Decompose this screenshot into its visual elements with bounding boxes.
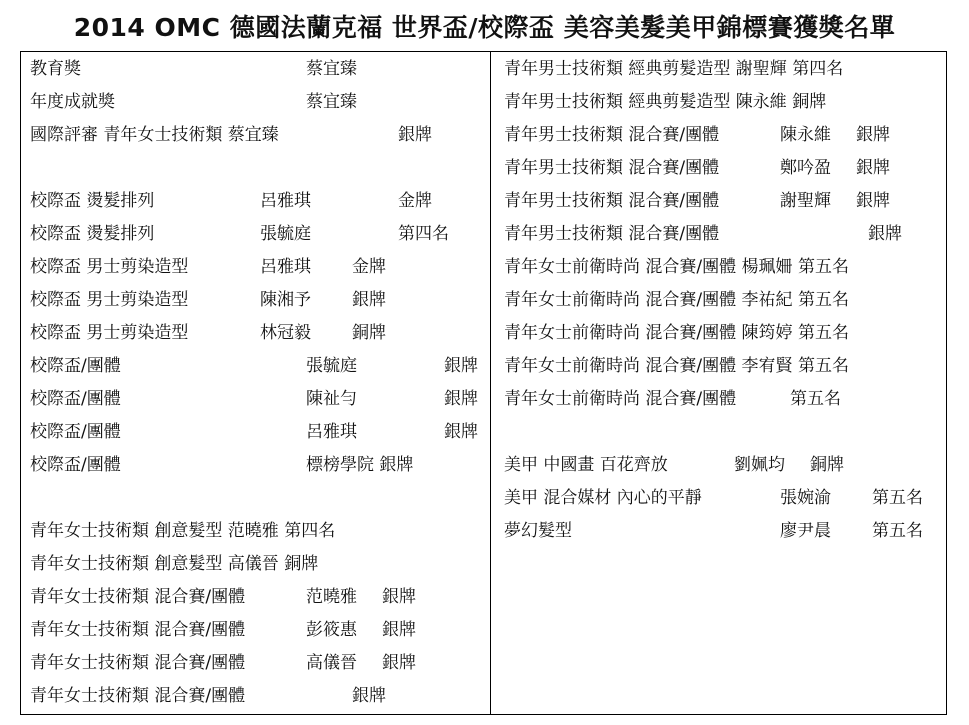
table-cell: 青年女士技術類 混合賽/團體 xyxy=(30,620,246,640)
table-cell: 銀牌 xyxy=(444,356,478,376)
table-cell: 呂雅琪 xyxy=(306,422,357,442)
table-cell: 陳湘予 xyxy=(260,290,311,310)
page-title: 2014 OMC 德國法蘭克福 世界盃/校際盃 美容美髮美甲錦標賽獲獎名單 xyxy=(73,13,896,42)
table-cell: 陳永維 xyxy=(780,125,831,145)
table-cell: 張毓庭 xyxy=(306,356,357,376)
table-cell: 銀牌 xyxy=(352,686,386,706)
table-cell: 銀牌 xyxy=(352,290,386,310)
table-cell: 教育獎 xyxy=(30,59,81,79)
table-cell: 第五名 xyxy=(790,389,841,409)
table-cell: 青年女士前衛時尚 混合賽/團體 李宥賢 第五名 xyxy=(504,356,849,376)
table-cell: 第五名 xyxy=(872,488,923,508)
table-cell: 銀牌 xyxy=(444,422,478,442)
table-cell: 銀牌 xyxy=(856,125,890,145)
table-cell: 銀牌 xyxy=(868,224,902,244)
table-cell: 校際盃 燙髮排列 xyxy=(30,191,155,211)
table-cell: 青年男士技術類 經典剪髮造型 陳永維 銅牌 xyxy=(504,92,827,112)
table-cell: 校際盃/團體 xyxy=(30,422,121,442)
table-cell: 銀牌 xyxy=(382,620,416,640)
table-cell: 美甲 混合媒材 內心的平靜 xyxy=(504,488,702,508)
table-cell: 青年男士技術類 經典剪髮造型 謝聖輝 第四名 xyxy=(504,59,844,79)
table-cell: 青年女士前衛時尚 混合賽/團體 陳筠婷 第五名 xyxy=(504,323,849,343)
table-cell: 銅牌 xyxy=(810,455,844,475)
table-cell: 劉姵均 xyxy=(734,455,785,475)
table-cell: 蔡宜臻 xyxy=(306,59,357,79)
table-cell: 青年男士技術類 混合賽/團體 xyxy=(504,125,720,145)
table-cell: 銀牌 xyxy=(856,158,890,178)
table-cell: 校際盃 男士剪染造型 xyxy=(30,323,189,343)
table-cell: 呂雅琪 xyxy=(260,191,311,211)
table-cell: 高儀晉 xyxy=(306,653,357,673)
table-cell: 銀牌 xyxy=(382,587,416,607)
table-cell: 第四名 xyxy=(398,224,449,244)
table-cell: 國際評審 青年女士技術類 蔡宜臻 xyxy=(30,125,279,145)
table-cell: 青年女士前衛時尚 混合賽/團體 楊珮姍 第五名 xyxy=(504,257,849,277)
table-cell: 校際盃/團體 xyxy=(30,455,121,475)
column-divider xyxy=(490,51,491,715)
table-cell: 青年女士技術類 混合賽/團體 xyxy=(30,653,246,673)
table-cell: 廖尹晨 xyxy=(780,521,831,541)
table-cell: 張毓庭 xyxy=(260,224,311,244)
table-cell: 校際盃 男士剪染造型 xyxy=(30,257,189,277)
table-cell: 銀牌 xyxy=(856,191,890,211)
table-cell: 銀牌 xyxy=(382,653,416,673)
table-cell: 青年女士技術類 創意髮型 范曉雅 第四名 xyxy=(30,521,336,541)
table-cell: 青年男士技術類 混合賽/團體 xyxy=(504,191,720,211)
table-cell: 金牌 xyxy=(398,191,432,211)
table-cell: 蔡宜臻 xyxy=(306,92,357,112)
table-cell: 年度成就獎 xyxy=(30,92,115,112)
table-cell: 校際盃 燙髮排列 xyxy=(30,224,155,244)
table-cell: 青年女士技術類 混合賽/團體 xyxy=(30,587,246,607)
table-cell: 標榜學院 銀牌 xyxy=(306,455,414,475)
table-cell: 青年男士技術類 混合賽/團體 xyxy=(504,158,720,178)
table-cell: 校際盃 男士剪染造型 xyxy=(30,290,189,310)
table-cell: 彭筱惠 xyxy=(306,620,357,640)
table-cell: 陳祉勻 xyxy=(306,389,357,409)
table-cell: 銅牌 xyxy=(352,323,386,343)
table-cell: 校際盃/團體 xyxy=(30,356,121,376)
table-cell: 銀牌 xyxy=(398,125,432,145)
table-cell: 青年女士前衛時尚 混合賽/團體 李祐紀 第五名 xyxy=(504,290,849,310)
table-cell: 鄭吟盈 xyxy=(780,158,831,178)
table-cell: 謝聖輝 xyxy=(780,191,831,211)
table-cell: 青年女士技術類 創意髮型 高儀晉 銅牌 xyxy=(30,554,319,574)
table-cell: 青年女士前衛時尚 混合賽/團體 xyxy=(504,389,737,409)
table-cell: 青年男士技術類 混合賽/團體 xyxy=(504,224,720,244)
table-cell: 校際盃/團體 xyxy=(30,389,121,409)
table-cell: 夢幻髮型 xyxy=(504,521,572,541)
table-cell: 青年女士技術類 混合賽/團體 xyxy=(30,686,246,706)
table-cell: 林冠毅 xyxy=(260,323,311,343)
table-cell: 美甲 中國畫 百花齊放 xyxy=(504,455,668,475)
table-cell: 金牌 xyxy=(352,257,386,277)
table-cell: 第五名 xyxy=(872,521,923,541)
table-cell: 呂雅琪 xyxy=(260,257,311,277)
table-cell: 銀牌 xyxy=(444,389,478,409)
table-cell: 范曉雅 xyxy=(306,587,357,607)
table-cell: 張婉渝 xyxy=(780,488,831,508)
